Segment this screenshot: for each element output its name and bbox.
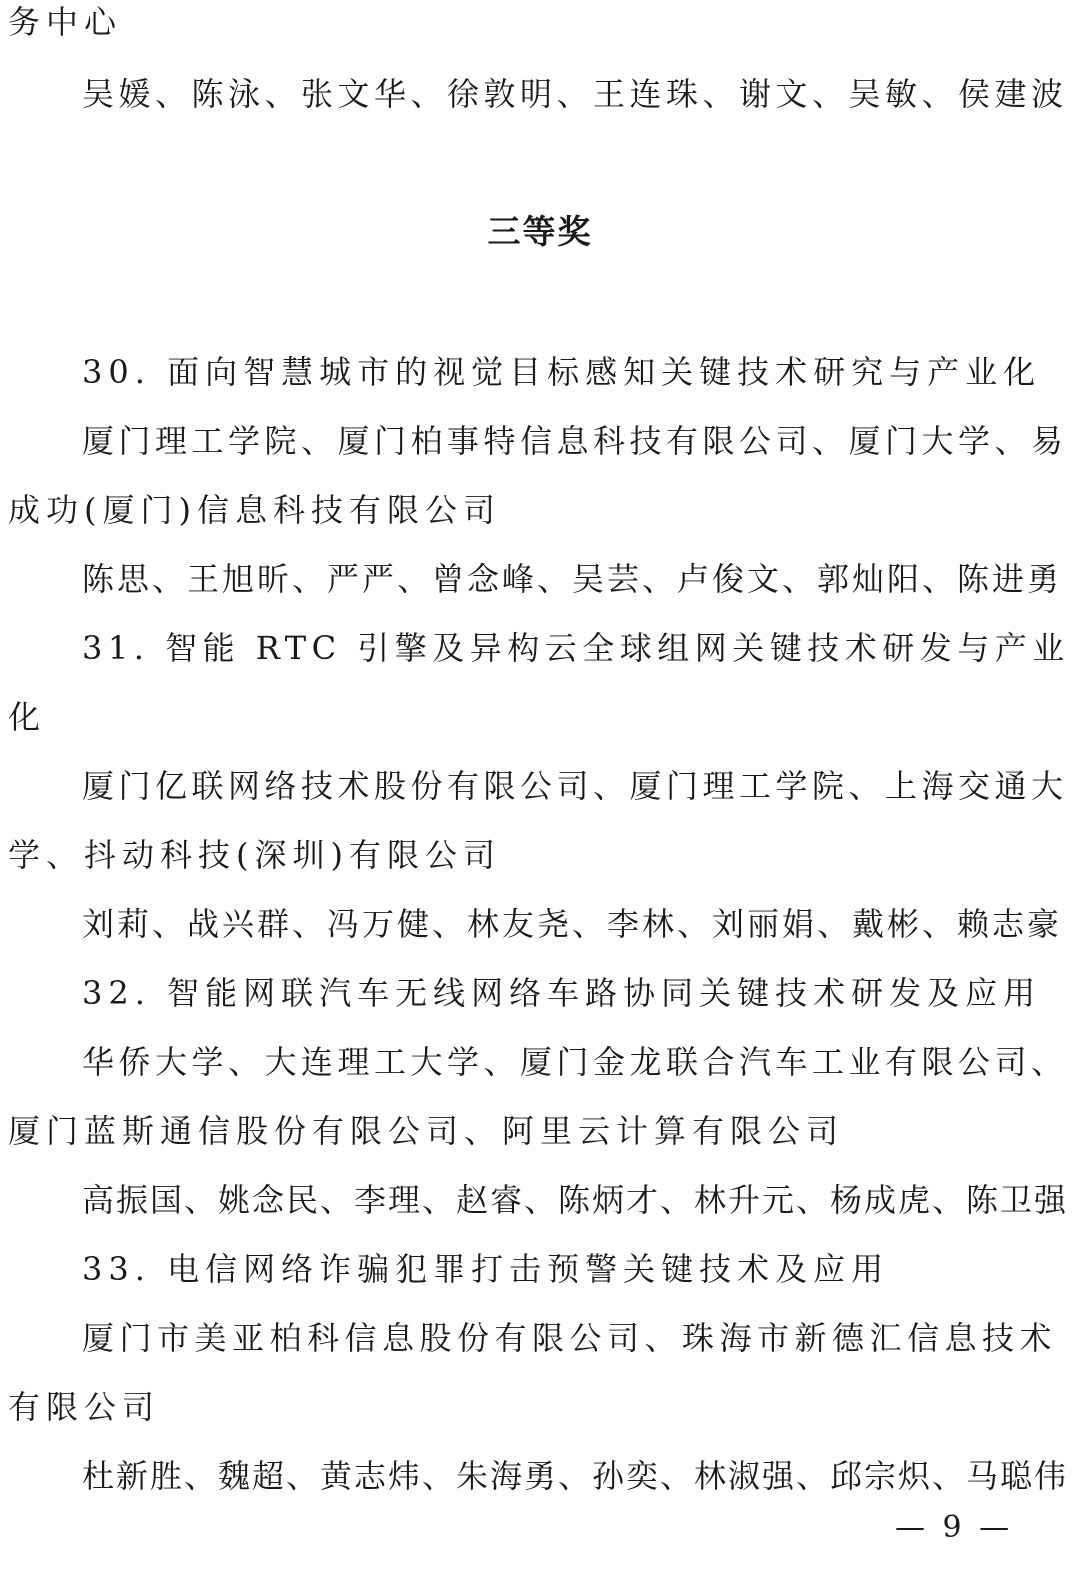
section-title-third-prize: 三等奖	[487, 212, 593, 251]
entry-33-title: 33. 电信网络诈骗犯罪打击预警关键技术及应用	[82, 1250, 890, 1288]
entry-31-title-line-2: 化	[8, 698, 47, 736]
entry-30-orgs-line-2: 成功(厦门)信息科技有限公司	[8, 491, 501, 529]
entry-33-orgs-line-2: 有限公司	[8, 1388, 161, 1426]
entry-31-orgs-line-1: 厦门亿联网络技术股份有限公司、厦门理工学院、上海交通大	[82, 767, 1068, 805]
entry-31-orgs-line-2: 学、抖动科技(深圳)有限公司	[8, 836, 501, 874]
previous-entry-org-continuation: 务中心	[8, 3, 123, 41]
entry-33-people: 杜新胜、魏超、黄志炜、朱海勇、孙奕、林淑强、邱宗炽、马聪伟	[82, 1457, 1069, 1495]
page-number: — 9 —	[895, 1510, 1014, 1545]
entry-30-orgs-line-1: 厦门理工学院、厦门柏事特信息科技有限公司、厦门大学、易	[82, 422, 1068, 460]
previous-entry-people: 吴媛、陈泳、张文华、徐敦明、王连珠、谢文、吴敏、侯建波	[82, 75, 1068, 113]
entry-32-orgs-line-2: 厦门蓝斯通信股份有限公司、阿里云计算有限公司	[8, 1112, 845, 1150]
entry-31-people: 刘莉、战兴群、冯万健、林友尧、李林、刘丽娟、戴彬、赖志豪	[82, 905, 1063, 943]
entry-31-title-line-1: 31. 智能 RTC 引擎及异构云全球组网关键技术研发与产业	[82, 629, 1070, 667]
entry-32-orgs-line-1: 华侨大学、大连理工大学、厦门金龙联合汽车工业有限公司、	[82, 1043, 1068, 1081]
entry-32-people: 高振国、姚念民、李理、赵睿、陈炳才、林升元、杨成虎、陈卫强	[82, 1181, 1069, 1219]
entry-30-title: 30. 面向智慧城市的视觉目标感知关键技术研究与产业化	[82, 353, 1042, 391]
entry-32-title: 32. 智能网联汽车无线网络车路协同关键技术研发及应用	[82, 974, 1042, 1012]
entry-33-orgs-line-1: 厦门市美亚柏科信息股份有限公司、珠海市新德汇信息技术	[82, 1319, 1058, 1357]
entry-30-people: 陈思、王旭昕、严严、曾念峰、吴芸、卢俊文、郭灿阳、陈进勇	[82, 560, 1063, 598]
